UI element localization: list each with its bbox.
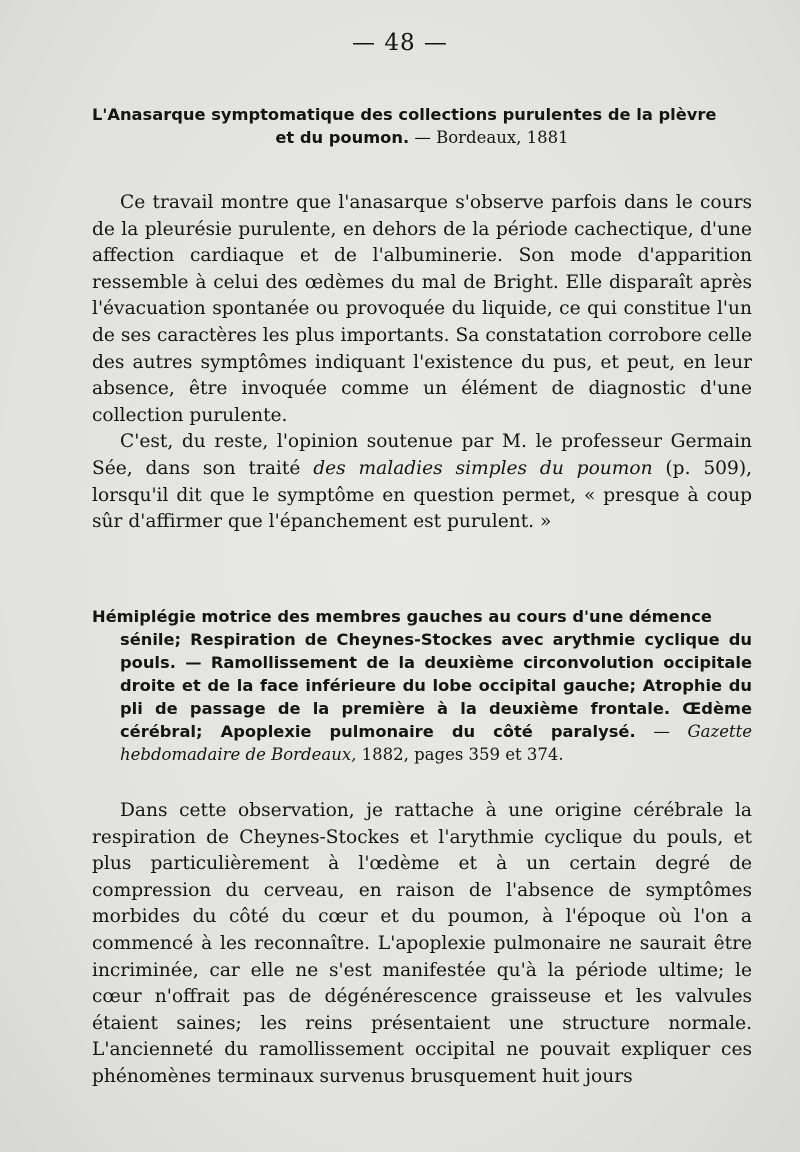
heading-citation: — Bordeaux, 1881: [409, 128, 569, 147]
paragraph: Ce travail montre que l'anasarque s'observe parfois dans le cours de la pleurésie purulente, en dehors de la période cachectique, d'une affection cardiaque et de l'albuminerie. Son mode d'apparition ressemble à celui des œdèmes du mal de Bright. Elle disparaît après l'évacuation spontanée ou provoquée du liquide, ce qui constitue l'un de ses caractères les plus importants. Sa constatation corrobore celle des autres symptômes indiquant l'existence du pus, et peut, en leur absence, être invoquée comme un élément de diagnostic d'une collection purulente.: [92, 192, 752, 426]
heading-line-1: Hémiplégie motrice des membres gauches au cours d'une démence: [92, 607, 712, 626]
citation-details: 1882, pages 359 et 374.: [356, 745, 564, 764]
section-hemiplegie-body: [92, 798, 752, 1091]
section-anasarque: [92, 103, 752, 149]
paragraph-text: C'est, du reste, l'opinion soutenue par M. le professeur Germain Sée, dans son traité: [92, 431, 752, 479]
citation-dash: —: [635, 722, 688, 741]
section-heading: [92, 605, 752, 766]
citation-journal: Gazette hebdomadaire de Bordeaux,: [120, 722, 753, 764]
paragraph: Dans cette observation, je rattache à une origine cérébrale la respiration de Cheynes-Stockes et l'arythmie cyclique du pouls, et plus particulièrement à l'œdème et à un certain degré de compression du cerveau, en raison de l'absence de symptômes morbides du côté du cœur et du poumon, à l'époque où l'on a commencé à les reconnaître. L'apoplexie pulmonaire ne saurait être incriminée, car elle ne s'est manifestée qu'à la période ultime; le cœur n'offrait pas de dégénérescence graisseuse et les valvules étaient saines; les reins présentaient une structure normale. L'ancienneté du ramollissement occipital ne pouvait expliquer ces phénomènes terminaux survenus brusquement huit jours: [92, 800, 752, 1087]
heading-continuation: [92, 628, 752, 766]
heading-title-end: et du poumon.: [275, 128, 410, 147]
heading-rest: sénile; Respiration de Cheynes-Stockes avec arythmie cyclique du pouls. — Ramollissement de la deuxième circonvolution occipitale droite et de la face inférieure du lobe occipital gauche; Atrophie du pli de passage de la première à la deuxième frontale. Œdème cérébral; Apoplexie pulmonaire du côté paralysé.: [120, 630, 752, 741]
heading-line-1: L'Anasarque symptomatique des collections purulentes de la plèvre: [92, 105, 717, 124]
section-anasarque-body: [92, 190, 752, 536]
book-title: des maladies simples du poumon: [313, 457, 653, 479]
section-heading: [92, 103, 752, 149]
paragraph: [92, 429, 752, 535]
heading-line-2: [92, 126, 752, 149]
section-hemiplegie: [92, 605, 752, 766]
paragraph-text: (p. 509), lorsqu'il dit que le symptôme en question permet, « presque à coup sûr d'affirmer que l'épanchement est purulent. »: [92, 457, 753, 533]
page-number: — 48 —: [352, 30, 448, 56]
